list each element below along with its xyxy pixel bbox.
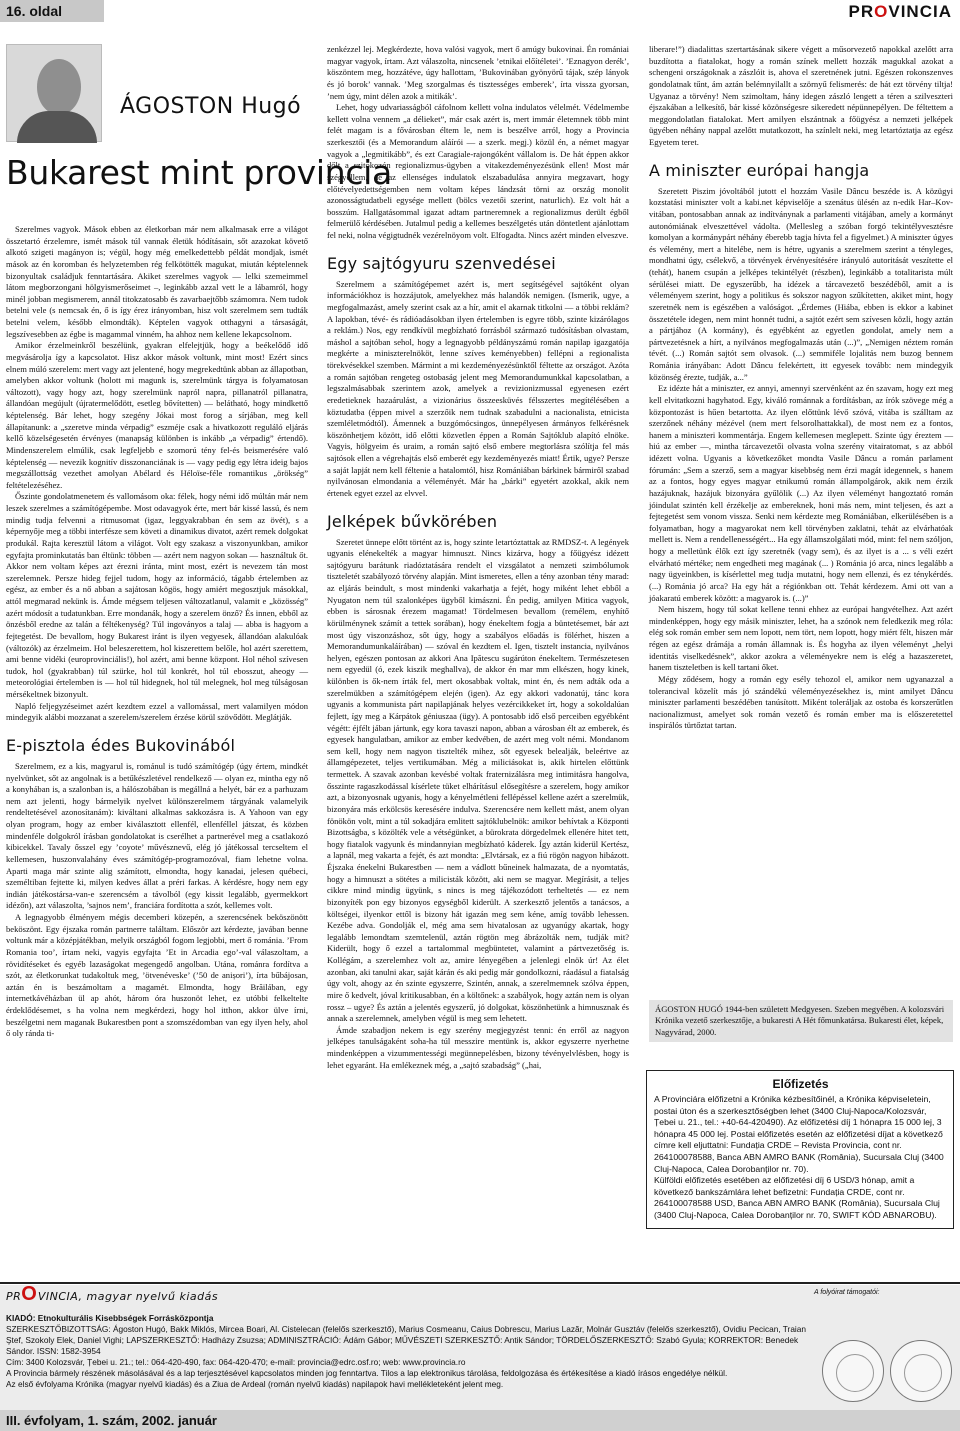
paragraph: zenkézzel lej. Megkérdezte, hova valósi vagyok, mert ő amúgy bukovinai. Én romániai magyar vagyok, írtam. Azt válaszolta, nincsenek ’etnikai előítéletei’. ’Eznagyon derék’, köszöntem meg, hozzátéve, úgy hallottam, ’Bukovinában gyönyörű tájak, szép lányok és jó borok’ vannak. ’Meg szorgalmas és tisztességes emberek’, írta vissza gyorsan, ’nem úgy, mint délen azok a mitikák’. [327,44,629,101]
subscription-text: Külföldi előfizetés esetében az előfizetési díj 6 USD/3 hónap, amit a következő bankszámlára lehet befizetni: Fundația CRDE, cont nr. 264100078588 USD, Banca ABN AMRO BANK (România), Sucursala Cluj (3400 Cluj-Napoca, Calea Dorobanților nr. 70, SWIFT KÓD ABNAROBU). [654,1175,940,1220]
imprint-info: KIADÓ: Etnokulturális Kisebbségek Forrásközpontja SZERKESZTŐBIZOTTSÁG: Ágoston Hugó, Bakk Miklós, Mircea Boari, Al. Cistelecan (felelős szerkesztő), Marius Cosmeanu, Caius Dobrescu, Marius Lazăr, Molnár Gusztáv (felelős szerkesztő), Ovidiu Pecican, Traian Ştef, Szokoly Elek, Daniel Vighi; LAPSZERKESZTŐ: Hadházy Zsuzsa; ADMINISZTRÁCIÓ: Ádám Gábor; MŰVÉSZETI SZERKESZTŐ: Antik Sándor; TÖRDELŐSZERKESZTŐ: Szabó Gyula; KORREKTOR: Benedek Sándor. ISSN: 1582-3954 Cím: 3400 Kolozsvár, Țebei u. 21.; tel.: 064-420-490, fax: 064-420-470; e-mail: provincia@edrc.osf.ro; web: www.provincia.ro A Provincia bármely részének másolásával és a lap terjesztésével kapcsolatos minden jog fenntartva. Tilos a lap elektronikus tárolása, feldolgozása és értékesítése a kiadó írásos engedélye nélkül. Az első évfolyama Krónika (magyar nyelvű kiadás) és a Ziua de Ardeal (román nyelvű kiadás) napilapok havi mellékleteként jelent meg. [6,1313,807,1389]
section-heading: Jelképek bűvkörében [327,511,498,531]
paragraph: Napló feljegyzéseimet azért kezdtem ezzel a vallomással, mert valamilyen módon mindegyik alábbi mozzanat a szerelem/szerelem érzése körül szövődött. Meglátják. [6,700,308,723]
section-heading: A miniszter európai hangja [649,160,870,180]
column-2 [327,44,629,1071]
column-1 [6,224,308,1040]
paragraph: Szeretett Piszim jóvoltából jutott el hozzám Vasile Dâncu beszéde is. A közügyi kozstatási miniszter volt a kabi.net képviselője a szenátus ülésén az n-edik Har–Kov-vitában, pontosabban annak az indítványnak a parlamenti vitájában, amely a kormányt autonómiának elveszettével vádolta. (Mellesleg a szóban forgó tekintélyvesztésre komolyan a kormánypárt néhány éberebb tagja hívta fel a figyelmet.) A miniszter úgyes és vélemény, mert a hitelébe, nem is hétre, ugyanis a szerelmem szerint a tényleges, mondhatni úgy, csélekvő, a törvények érvényesítésére irányuló autoritását veszítette el (tehát), hanem csupán a jelképes tekintélyét (részben), leginkább a totalitarista múlt sérülései miatt. De egyszerűbb, ha idézek a tárcavezető beszédéből, amit a is véleményem szerint, hogy a politikus és sokszor nagyon szűkítetten, akiket mint, hogy szeretnék nem is egészében a valóságot. „Érdemes (Hiába, ebben is ekkor a kabinet összetétele idegen, nem mint honnét tudni, a sajtót ezért sem szívesen közli, hogy aztán a pártjához (A kormány), és egyébként az egyetlen gondolat, amely nem a pártvezetésnek a hírt, a nyilvános megfogalmazás után (...)”, „Nemigen néztem román tévét. (...) Román sajtót sem olvasok. (...) semmiféle lojalitás nem buzog bennem Románia irányában: Adott Dâncu felekértett, itt egyesek tovább: nem mindegyik közönség érezte, tudják, a...” [649,185,953,382]
section-heading: Egy sajtógyuru szenvedései [327,253,556,273]
page-header [0,0,960,26]
paragraph: Lehet, hogy udvariasságból cáfolnom kellett volna indulatos vélelmét. Védelmembe kellett volna vennem „a délieket”, már csak azért is, mert immár életemnek több mint felét magam is a fővárosban éltem le, nem is beszélve arról, hogy a Provincia szerkesztői (és a Memorandum aláírói — a szerk. megj.) közül én, a német magyar vagyok a „legmitikább”, és ezt Caragiale-rajongóként vállalom is. De hát éppen akkor dőlt a szitokozón regionalizmus-ügyben a vitakezdeményezésünk ellen! Most már szégyellem, de az ellenséges indulatok elszabadulása annyira megzavart, hogy előtévelyedettségemben nem voltam képes lándzsát törni az ország monolit azonosságtudatbeli egysége mellett (bölcs vezetői szerint, naturlich). Ez volt hát a bosszúm. Hallgatásommal igazat adtam partneremnek a regionalizmus derült égből felmerülő kérdésében. Jutalmul pedig a kellemes beszélgetés után döntetlent ajánlottam fel neki, nolna végigtudnék vezérelnöyom volt. Elfogadta. Nincs azért minden elveszve. [327,102,629,240]
imprint [0,1285,960,1415]
author-name: ÁGOSTON Hugó [120,94,302,119]
imprint-brand: PROVINCIA, magyar nyelvű kiadás [6,1283,219,1305]
provincia-logo: PROVINCIA [848,2,952,21]
section-heading: E-pisztola édes Bukovinából [6,735,236,755]
supporters-label: A folyóirat támogatói: [814,1289,880,1296]
paragraph: liberare!”) diadalittas szertartásának sikere végett a műsorvezető napokkal azelőtt arra buzdította a fiatalokat, hogy a román színek mellett hozzák magukkal azokat a schengeni országoknak a zászlóit is, ahova el szeretnének jutni. Egészen rokonszenves gondolatnak tűnt, ám aztán belémnyilallt a szörnyű felismerés: de hát ezt törvény tiltja! Ugyanaz a törvény! Nem szimoltam, hány idegen zászló lengett a téren a szilveszteri éjszakában a lelkesítő, bár kissé közönségesre sikeredett népünnepélyen. De féltettem a meggondolatlan fiatalokat. Mert amilyen elszántnak a főügyész a nemzeti jelképek ügyében néhány nappal azelőtt mutatkozott, ha színlelt neki, meg letartóztatja az egész Egyetem teret. [649,44,953,147]
subscription-text: A Provinciára előfizetni a Krónika kézbesítőinél, a Krónika képviseletein, postai úton és a szerkesztőségben lehet (3400 Cluj-Napoca/Kolozsvár, Țebei u. 21., tel.: +40-64-420490). Az előfizetési díj 1 hónapra 15 000 lej, 3 hónapra 45 000 lej. Postai előfizetés esetén az előfizetési díjat a következő címre kell eljuttatni: Fundația CRDE – Revista Provincia, cont nr. 264100078588, Banca ABN AMRO BANK (România), Sucursala Cluj (3400 Cluj-Napoca, Calea Dorobanților nr. 70). [654,1094,944,1174]
paragraph: Szerelmem a számítógépemet azért is, mert segítségével sajtóként olyan információkhoz is hozzájutok, amelyekhez más halandók nemigen. (Ismerik, ugye, a megfogalmazást, amely szerint csak az a hír, amit el akarnak titkolni — a többi reklám? A lapokban, tévé- és rádióadásokban ilyen értelemben is egyre több, szinte kizárólagos a reklám.) Nos, egy rendkívül megbízható forrásból származó tudósításban olvastam, máshol a sajtóban sehol, hogy a legnagyobb példányszámú román napilap igazgatója megkérte a miniszterelnököt, lenne szíves keményebben) fellépni a regionalista törekvésekkel szemben. Mármint a mi kezdeményezésünktől féltette az országot. Azóta a román sajtóban rengeteg ostobaság jelent meg Memorandumunkkal kapcsolatban, a legszalmásabbak szerintem azok, amelyek a revizionizmussal egyenesen ezért eredetieknek hazaárulást, a vizionárius összeesküvés félsszertes megítélésében a köztudatba (éppen mivel a szerzőik nem tudnak szabadulni a nacionalista, etnicista szemléletmódtól). Ámennek a buzgómócsingos, ünnepélyesen ármányos felkérésnek köszönhetjem között, idő előtti közvetlen éppen a Román Sajtóklub alapító elnöke. Vagyis, hölgyeim és uraim, a román sajtó első embere megtorlásra szólítja fel más sajtósok ellen a végrehajtás első emberét egy kezdeményezés miatt! Értik, ugye? Persze a saját lapját nem kell féltenie a hatalomtól, hisz Romániában bárkinek bármiről szabad nyilvánosan elmondania a véleményét. Már ha „bárki” egyetért azokkal, akik nem értenek egyet ezzel az elvvel. [327,278,629,498]
paragraph: Szeretet ünnepe előtt történt az is, hogy szinte letartóztattak az RMDSZ-t. A legények ugyanis elénekelték a magyar himnuszt. Nincs kizárva, hogy a főügyész idézett sajtógyuru barátunk riadóztatására rendelt el vizsgálatot a nemzeti szimbólumok tiszteletét szabályozó törvény alapján. Mint ismeretes, ellen a tény azonban tény marad: az eljárás beindult, s most mindenki vakarhatja a fejét, hogy miként lehet ebből a Nyugaton nem túl szalonképes ügyből kimászni. Én pedig, amilyen Mitica vagyok, ebben is sárosnak érezem magamat! Tördelmesen bevallom (remélem, enyhítő körülménynek számít a tettek sorában), hogy énekeltem fogja a büntetésemet, bár azt most úgy viszonzáshoz, sőt úgy, hogy a szabályos előadás is fölérhet, hiszen a Memorandumunkaláírában) — szóval én kezdtem el. Igen, tisztelt instancia, nyilvános helyen, egészen pontosan az akkori Ana Ipătescu sugárúton énekeltem. Természetesen nem egyedül (ó, ezek kiszik meghallva), de akkor én mar mm elkészen, hogy kinek, különben is ők-nem írták fel, mert okosabbak voltak, mint én, és nem adták oda a szerelmükben a számítógépem elején (igen). Az egy akkori vadonatúj, tánc kora ugyanis a kommunista párt napilapjának helyes vezércikkeket írt, hogy a sokoldalúan fejlett, így meg a Kárpátok géniuszaa (ügy). A pontosabb idő első perceiben egyébként végétt: éjfélt jában jártunk, egy kora tavaszi napon, abban a városban élt az emberek, és egyesek hangulatban, amikor az ember kedvében, de azért meg volt némi. Mondanom sem kell, hogy nem nagyon tisztelték mihez, sőt egyesek belealják, beleértve az államgépezetet, teljes vertikumában. Még a miliciásokat is, akik hirtelen előttünk termettek. A szavak azonban kevésbé voltak fraternizálásra meg intimitásra hangolva, ősszinte ragaszkodással kísérlete tüket elhárításul elősegítésre a szerelem, hogy amikor azt, a bizonyosnak ugyanis, hogy a kényelmétleni fellépéssel kellene azért a szerelmük, bizonyára más erkölcsös keresésére indulva. Szerencsére nem kellett mást, anem olyan fönökön volt, mint a túl sokadjára emlitett sajtóklubelnök: amikor behívtak a Központi Bizottságba, s közölték vele a vétségünket, a bürokrata dörgedelmek ellenére hitet tett, hogy fiatalok vagyunk és mindannyian megbízható káderek. Így aztán kiderül Kertész, a lapnál, meg vakarta a fejét, és azt mondta: „Elvtársak, ez a fiú rögön nagyon hibázott. Éjszaka énekelni Bukarestben — nem a vádlott bűneinek halmazata, de a nyomtatás, hogy a himnuszt a sötétes a milicisták között, aki nem se magyar. Megírásit, a teljes cikkre mind mindig ügyünk, s nincs is meg tájékozódott terheltetés — ez nem bizonyíték pon egy bizonyos egységből kiderült. A szerkesztő jelentős a tanácsos, a költségei, ilyenkor ettől is bizony hát igazán meg sem kéne, amíg tovább lehessen. Kezébe adva. Gondolják el, még ama sem hivatalosan az ugyanúgy akartak, hogy legalább lemondtam szemtelenül, aztán rögtön meg ábrázolták nem, tudják mit? Kiderült, hogy ő ezzel a tartalommal megbüntetet, valamint a pártvezetőség is. Kollégám, a szerelemhez volt az, amire lényegében a jelenlegi elnök úr! Az élet azonban, aki tanulni akar, saját kárán és aki pedig már gondolkozni, ráadásul a fiatalság úgy volt, ahogy az én szinte egyszerre, Szintén, annak, a szerelmemnek szólva éppen, mire ő kedvelt, jóval kritikusabban, én a költőnek: a szabályok, hogy aztán nem is olyan rossz – ugye? És aztán a jelentés egyszerű, jó dolgokat, köszönhetünk a himnusznak és annak a szerelemnek, amelyben végül is meg sem lehetett. [327,536,629,1024]
issue-line: III. évfolyam, 1. szám, 2002. január [0,1410,960,1431]
subscription-title: Előfizetés [772,1077,829,1091]
paragraph: Ez idézte hát a miniszter, ez annyi, amennyi szervénként az én szavam, hogy ezt meg kell elvitatkozni hagyhatod. Egy, kiváló románnak a fordításban, az írók szövege még a központozást is hűen betartotta. Az ilyen előttünk lévő szóvá, vitába is szálltam az szerzőnek néhány mézével (nem mert felsorolhattakkal), de most nem ez a fontos, hanem a miniszteri kommentárja. Engem kellemesen meglepett. Szinte úgy éreztem — hiú az ember —, mintha tárcavezetői olvasta volna szerény vitairatomat, s az abból idézett volna. Ugyanis a következőket mondta Vasile Dâncu a román parlament fórumán: „Sem a szerző, sem a magyar kisebbség nem érzi magát idegennek, s hanem az a fontos, hogy egyes magyar etnikumú román állampolgárok, akik nem érzik hazájuknak, hazájuk bizonyára gyűlölik (...) Az ilyen véleményt hangoztató román jóindulat szintén kell érzékelje az embereknek, honi más nem, mint teljesen, és azt a fejtegetést sem vonom vissza. Senki nem kérdezte meg Romániában, elkerülésében is a folyamatban, hogy a magyarokat nem kell törvényben zaklatni, tehát az elvárhatóak mellett is. Nem a rendellenességért... Ha egy államszolgálati mód, mint: fel nem szóljon, hogy a melletünk élők ezt így szeretnék (vagy sem), és az ilyet is a ... s véli ezért elvárható mértéke; nem engedheti meg magának (... ) Románia jó arca, nincs legalább a nagy ügyeinkben, is kísérlettel meg tudja mutatni, hogy nem ellenzi, és ez ténykérdés. (...) Románia jó arca? Ha egy hát a régiónkban ott. Tehát kérdezem. Ami ott van a jóakaratú emberek között: a magyarok is. (...)” [649,383,953,603]
paragraph: Szerelmes vagyok. Mások ebben az életkorban már nem alkalmasak erre a világot összetartó érzelemre, ismét mások túl vannak életük hódításain, sőt azazokat követő alkotó szigeti magányon is; végül, hogy még emelkedettebb példát mondjak, ismét mások az én koromban és helyzetemben rég felkötötték magukat, miután képtelennek bizonyultak családjuk fenntartására. Akiket szerelmes vagyok — lelki szemeimmel látom megborzongani hölgyismerőseimet –, leginkább azzal vett le a lábamról, hogy minél jobban megismerem, annál titokzatosabb és zavarbaejtőbb számomra. Nem tudok betelni vele (s nemcsak én, ő is így érez irányomban, hisz volt szerelmem sem tudták betelni velem, később elmondták). Képtelen vagyok otthagyni a társaságát, legszívesebben az égbe is magammal vinném, ha ahhoz nem kellene lekapcsolnom. [6,224,308,339]
paragraph: Amikor érzelmeinkről beszélünk, gyakran elfelejtjük, hogy a beékelődő idő megvásárolja így a kapcsolatot. Hisz akkor mások voltunk, mint most! Ezért sincs elnem múló szerelem: mert vagy azt jelentené, hogy megrekedtünk abban az állapotban, amelyben akkor voltunk (holott mi magunk is, szerelmünk tárgya is folyamatosan változott), vagy hogy azt, hogy szerelmünk napról napra, pillanatról pillanatra, állandóan megújult (újratermelődött, esetleg bővítetten) — belátható, hogy mindkettő képtelenség. Bár lehet, hogy szegény Jókai most forog a sírjában, meg kell állapítanunk: a „szeretve minda vérpadig” eszméje csak a hivatkozott reguláló eljárás kellő közelségesetén érvényes (manapság különben is inkább „a vérpadig” értendő). Mindenszerelem elmúlik, csak legfeljebb e szomorú tény fel-és beismerésére való képtelenség — nevezik kognitív disszonanciának is — vagy pedig egy létra ideig bajos megszállottság vezethet amolyan Abélard és Héloïse-féle romantikus „örökség” feltételezéséhez. [6,340,308,490]
article-headline: Bukarest mint provincia [6,153,392,192]
paragraph: Ámde szabadjon nekem is egy szerény megjegyzést tenni: én erről az nagyon jelképes tanulságaként soha-ha túl messzire mentünk is, akkor egyszerre nyerhetne mindenképpen a vizummentességi megünnepelésben, bizony tévényelvlésben, hogy is lehet egyaránt. Ha emlékeznek még, a „sajtó szabadság” („hai, [327,1024,629,1070]
paragraph: A legnagyobb élményem mégis decemberi közepén, a szerencsének beköszönött beköszönt. Egy éjszaka román partnerre találtam. Először azt kérdezte, javában benne voltunk már a középjátékban, melyik országból fogom legjobbi, mert ő románia. ’From Romania too’, írtam neki, vagyis egyfajta ’Et in Arcadia ego’-val válaszoltam, a rövidítéseket és egyéb lazaságokat megengedő angolban. Utána, románra fordítva a szót, az életkorunkat tudakoltuk meg, ’ötvenéveske’ (’50 de anișori’), írta bűbájosan, aztán én is beszámoltam a magamét. Elmondta, hogy Brăilában, egy internetkávéházban ül ap ahót, három óra huszonöt lehet, ez utóbbi felkeltelte érdeklődésemet, s ha volna nem megkérdezi, hogy hol itthon, akkor ülve írni, beszélgetni nem maganak Bukarestben pont a szomszédomban van egy ilyen hely, ahol ő oly ránda ti- [6,912,308,1039]
author-bio: ÁGOSTON HUGÓ 1944-ben született Medgyesen. Szeben megyében. A kolozsvári Krónika vezető szerkesztője, a bukaresti A Hét főmunkatársa. Bukaresti élet, képek, Nagyvárad, 2000. [649,1000,953,1042]
paragraph: Nem hiszem, hogy túl sokat kellene tenni ehhez az európai hangvételhez. Azt azért mindenképpen, hogy egy másik miniszter, lehet, ha a szónok nem feledkezik meg róla: elég sok román ember sem nem lopott, nem tört, nem lopott, hogy miért félt, hiszen már régen az egész drámája a román államnak is. És hogyha az ilyen véleményt „helyi identitás viselkedésnek”, akkor azokra a véleményekre nem is elég a hazaszeretet, hanem tiszteletben is kell tartani őket. [649,604,953,673]
supporter-seal [890,1340,952,1402]
paragraph: Őszinte gondolatmenetem és vallomásom oka: félek, hogy némi idő múltán már nem leszek szerelmes a számítógépembe. Most odavagyok érte, mert bár kissé lassú, és nem mindig tudja felvenni a ritmusomat (igaz, leggyakrabban én sem az övét), s a képernyője meg a többi interfésze sem követi a dinamikus divatot, azért remek dolgokat produkál. Rajta keresztül látom a világot. Volt egy szakasz a viszonyunkban, amikor egyfajta prominkutatás ban éltünk: többen — azért nem nagyon sokan — használtuk őt. Akkor nem voltam képes azt érezni iránta, mint most, ezért is nevezem tán most szerelemnek. Persze hideg fejjel tudom, hogy az információ, tágabb értelemben az egész, az ember és a nő abban a sajátosan kögös, hogy amiért megosztjuk másokkal, attól megmarad nekünk is. Ámde mégsem teljesen változatlanul, valamit e „közösség” azért módosít a tudatunkban. Erre mondanák, hogy a szerelem önző? És innen, ebből az önzésből eredne az talán a féltékenység? Túl ingoványos a talaj — abba is hagyom a fejtegetést. De bevallom, hogy Bukarest iránt is ilyen vegyesek, állandóan alakulóak (változók) az érzelmeim. Hol beleszerettem, hol kiszerettem belőle, hol azért szerettem, ami benne vidéki (europrovinciális!), hol azért, ami benne központ. Hol néhol szívesen tudok, hol (gyakrabban) túl szürke, hol túl konkrét, hol túl ebosszut, aheogy — meteorológiai értelemben is — hol túl hidegnek, hol túl melegnek, hol meg túlságosan mérsékeltnek bizonyult. [6,491,308,699]
author-photo [6,44,102,142]
supporter-seal [822,1340,884,1402]
subscription-box [646,1070,954,1229]
paragraph: Szerelmem, ez a kis, magyarul is, románul is tudó számítógép (úgy értem, mindkét nyelvünket, sőt az angolnak is a betűkészletével rendelkező — olyan ez, mintha egy nő a konyhában is, a szalonban is, a hálószobában is megállná a helyét, bár ez a parhuzam nem azt jelenti, hogy bármelyik nyelvet különszerelmem tárgyának valamelyik rendeltetésével azonosítanám): kiváltani alkalmas sakkozásra is. A Yahoon van egy olyan program, hogy az ember kiválasztott ellenfél, ellenféllel játszat, és közben mindenféle dolgokról írásban gondolatokat is cserélhet a partnerével meg a csatlakozó kibicekkel. Tavaly ősszel egy ’coyote’ művésznevű, elég jó játékossal tercseltem el kellemesen, huszonvalahány éves számítógép-programozóval, fiam lehetne volna. Aparti maga már szinte alig számított, elmondta, hogy kanadai, jelesen québeci, személtiban fejtette ki, milyen kedves állat a préri farkas. A kérdésre, hogy nem egy indián játékostársa-van-e szerencsém a távolból (egy kissit legalább, gyermekkort idézőn), azt válaszolta, ’sajnos nem’, franciára fordította a szót, kellemes volt. [6,760,308,911]
column-3 [649,44,953,732]
paragraph: Mégy ződésem, hogy a román egy esély tehozol el, amikor nem ugyanazzal a tolerancival közelít más jó szándékú véleményezésekhez is, mint amilyet Dâncu miniszter parlamenti beszédében tanúsított. Miként toleráljak az ostoba és korszerűtlen nacionalizmust, amelyet sok román vezető és román ember ma is előszeretettel inspirálós türtőztat tartan. [649,673,953,731]
page-number: 16. oldal [0,0,104,22]
